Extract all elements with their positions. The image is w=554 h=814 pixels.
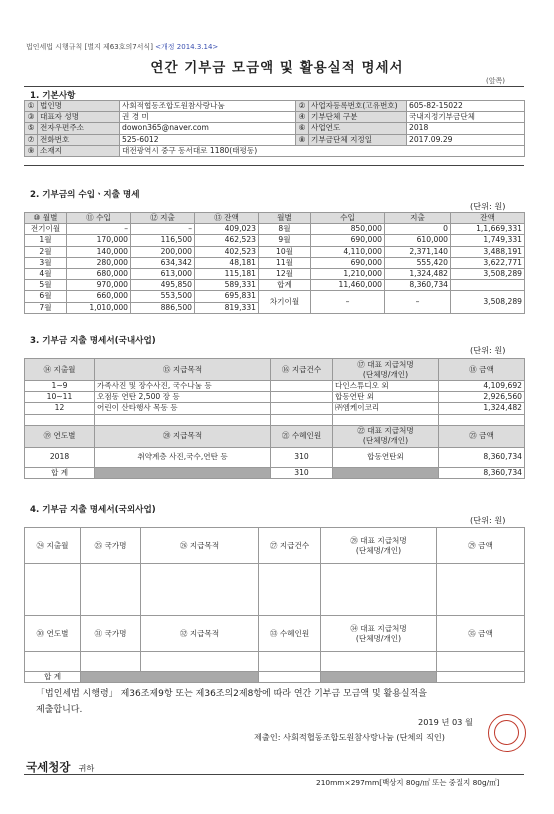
amount-cell: 1,324,482 [439,403,525,414]
official-seal-icon [488,714,526,752]
field-number: ② [296,101,309,112]
amount-cell: 402,523 [195,246,259,257]
month-row [25,257,525,268]
empty-cell [437,672,525,683]
section4-heading: 4. 기부금 지출 명세서(국외사업) [30,505,156,515]
empty-cell [81,564,141,616]
table-header-row [25,616,525,652]
amount-cell: 690,000 [311,257,385,268]
empty-cell [321,564,437,616]
field-number: ① [25,101,38,112]
statement-line-1: 「법인세법 시행령」 제36조제9항 또는 제36조의2제8항에 따라 연간 기부금 모금액 및 활용실적을 [36,689,427,699]
expense-row [25,403,525,414]
empty-cell [141,564,259,616]
column-header: 지출 [385,213,451,224]
month-cell: 1~9 [25,381,95,392]
field-value: 605-82-15022 [407,101,525,112]
address-value: 대전광역시 중구 동서대로 1180(태평동) [120,145,525,156]
field-value: 525-6012 [120,134,296,145]
amount-cell: 680,000 [67,268,131,279]
shaded-cell [333,467,439,478]
month-row [25,268,525,279]
amount-cell: 115,181 [195,268,259,279]
total-row [25,467,525,478]
header-line: ㉞ 대표 지급처명 [350,623,407,633]
amount-cell: 3,488,191 [451,246,525,257]
field-label: 소재지 [38,145,120,156]
table-header-row [25,425,525,447]
amount-cell: 462,523 [195,235,259,246]
amount-cell: 48,181 [195,257,259,268]
month-label: 8월 [259,224,311,235]
amount-cell: 610,000 [385,235,451,246]
field-label: 대표자 성명 [38,112,120,123]
column-header: ⑲ 연도별 [25,425,95,447]
amount-cell: 116,500 [131,235,195,246]
amount-cell: 8,360,734 [385,280,451,291]
paper-spec: 210mm×297mm[백상지 80g/㎡ 또는 중질지 80g/㎡] [316,778,500,787]
header-subline: (단체명/개인) [362,436,409,446]
column-header: ㉙ 금액 [437,528,525,564]
amount-cell: 553,500 [131,291,195,302]
amount-cell: 3,622,771 [451,257,525,268]
carry-expense: – [385,291,451,313]
info-row [25,112,525,123]
info-row [25,123,525,134]
submission-date: 2019 년 03 월 [418,717,473,727]
field-number: ⑦ [25,134,38,145]
recipient-name: 국세청장 [26,760,71,774]
column-header: ㉚ 연도별 [25,616,81,652]
shaded-cell [95,467,271,478]
amount-cell: 555,420 [385,257,451,268]
empty-cell [321,652,437,672]
amount-cell: 4,110,000 [311,246,385,257]
column-header [321,528,437,564]
month-label: 12월 [259,268,311,279]
empty-cell [95,414,271,425]
empty-cell [259,652,321,672]
empty-cell [25,414,95,425]
empty-cell [25,564,81,616]
column-header: ⑭ 지출월 [25,359,95,381]
section3-heading: 3. 기부금 지출 명세서(국내사업) [30,336,156,346]
column-header: ⑪ 수입 [67,213,131,224]
header-subline: (단체명/개인) [362,369,409,379]
header-line: ㉘ 대표 지급처명 [350,535,407,545]
amount-cell: 660,000 [67,291,131,302]
total-label: 합 계 [25,467,95,478]
footer-rule [24,774,524,775]
amount-cell: 4,109,692 [439,381,525,392]
column-header [333,359,439,381]
column-header: ⑱ 금액 [439,359,525,381]
field-label: 기부단체 구분 [309,112,407,123]
empty-cell [25,652,81,672]
month-row [25,224,525,235]
month-label: 11월 [259,257,311,268]
header-line: ⑰ 대표 지급처명 [357,359,414,369]
amount-cell: 8,360,734 [439,447,525,467]
payee-cell: 합동연탄외 [333,447,439,467]
top-rule [24,86,524,87]
amount-cell: 690,000 [311,235,385,246]
month-label: 7월 [25,302,67,313]
amount-cell [451,280,525,291]
amount-cell: 819,331 [195,302,259,313]
empty-row [25,652,525,672]
column-header: ⑳ 지급목적 [95,425,271,447]
empty-cell [259,564,321,616]
column-header: ⑩ 월별 [25,213,67,224]
amount-cell: 409,023 [195,224,259,235]
payee-cell: ㈜엠케이코리 [333,403,439,414]
amount-cell: 886,500 [131,302,195,313]
field-value: 2018 [407,123,525,134]
purpose-cell: 오점동 연탄 2,500 장 등 [95,392,271,403]
month-label: 5월 [25,280,67,291]
field-label: 전화번호 [38,134,120,145]
month-label: 2월 [25,246,67,257]
field-value: dowon365@naver.com [120,123,296,134]
column-header: ㉕ 국가명 [81,528,141,564]
section2-heading: 2. 기부금의 수입ㆍ지출 명세 [30,190,140,200]
column-header: ㉟ 금액 [437,616,525,652]
year-cell: 2018 [25,447,95,467]
column-header [333,425,439,447]
recipient [26,759,94,775]
overseas-expense-table [24,527,525,683]
column-header: 월별 [259,213,311,224]
amount-cell: 589,331 [195,280,259,291]
field-label: 사업자등록번호(고유번호) [309,101,407,112]
column-header: 수입 [311,213,385,224]
expense-row [25,392,525,403]
field-label: 기부금단체 지정일 [309,134,407,145]
section3-unit: (단위: 원) [470,345,506,355]
payee-cell: 합동연탄 외 [333,392,439,403]
column-header: ㉝ 수혜인원 [259,616,321,652]
column-header: ⑮ 지급목적 [95,359,271,381]
purpose-cell: 어린이 산타행사 목동 등 [95,403,271,414]
column-header: ㉓ 금액 [439,425,525,447]
amount-cell: 1,749,331 [451,235,525,246]
payee-cell: 다인스튜디오 외 [333,381,439,392]
field-number: ⑤ [25,123,38,134]
amount-cell: 170,000 [67,235,131,246]
amount-cell: 970,000 [67,280,131,291]
submitter: 제출인: 사회적협동조합도원참사랑나눔 (단체의 직인) [254,732,445,742]
shaded-cell [81,672,259,683]
empty-cell [271,414,333,425]
amount-cell: – [67,224,131,235]
month-cell: 10~11 [25,392,95,403]
field-value: 2017.09.29 [407,134,525,145]
field-number: ⑨ [25,145,38,156]
month-row [25,280,525,291]
column-header [321,616,437,652]
carry-income: – [311,291,385,313]
empty-cell [259,672,321,683]
empty-cell [81,652,141,672]
total-count: 310 [271,467,333,478]
month-label: 3월 [25,257,67,268]
section1-heading: 1. 기본사항 [30,91,76,101]
field-label: 사업연도 [309,123,407,134]
month-row [25,235,525,246]
amount-cell: 11,460,000 [311,280,385,291]
empty-cell [333,414,439,425]
section1-rule [24,165,524,166]
field-label: 법인명 [38,101,120,112]
total-amount: 8,360,734 [439,467,525,478]
amount-cell: – [131,224,195,235]
month-label: 1월 [25,235,67,246]
law-reference: 법인세법 시행규칙 [별지 제63호의7서식] [26,43,153,51]
month-label: 10월 [259,246,311,257]
address-row [25,145,525,156]
empty-cell [439,414,525,425]
field-label: 전자우편주소 [38,123,120,134]
month-label: 6월 [25,291,67,302]
yearly-row [25,447,525,467]
total-row [25,672,525,683]
field-number: ⑥ [296,123,309,134]
amount-cell: 695,831 [195,291,259,302]
amount-cell: 850,000 [311,224,385,235]
column-header: ㉑ 수혜인원 [271,425,333,447]
header-line: (단체명/개인) [355,545,402,555]
recipient-suffix: 귀하 [78,763,95,773]
field-number: ④ [296,112,309,123]
spacer-row [25,414,525,425]
expense-row [25,381,525,392]
beneficiary-cell: 310 [271,447,333,467]
amount-cell: 634,342 [131,257,195,268]
purpose-cell: 가족사진 및 장수사진, 국수나눔 등 [95,381,271,392]
basic-info-table [24,100,525,157]
header-law-ref [26,42,218,52]
empty-cell [141,652,259,672]
domestic-expense-table [24,358,525,479]
amount-cell: 1,010,000 [67,302,131,313]
field-value: 사회적협동조합도원참사랑나눔 [120,101,296,112]
amount-cell: 1,324,482 [385,268,451,279]
column-header: ㉔ 지출월 [25,528,81,564]
field-number: ③ [25,112,38,123]
month-label: 9월 [259,235,311,246]
count-cell [271,403,333,414]
table-header-row [25,359,525,381]
column-header: ㉖ 지급목적 [141,528,259,564]
empty-cell [437,564,525,616]
count-cell [271,392,333,403]
column-header: ㉗ 지급건수 [259,528,321,564]
section4-unit: (단위: 원) [470,515,506,525]
purpose-cell: 취약계층 사진,국수,연탄 등 [95,447,271,467]
page-title: 연간 기부금 모금액 및 활용실적 명세서 [150,60,404,76]
month-label: 합계 [259,280,311,291]
amount-cell: 613,000 [131,268,195,279]
column-header: ㉜ 지급목적 [141,616,259,652]
amount-cell: 0 [385,224,451,235]
amount-cell: 140,000 [67,246,131,257]
header-line: (단체명/개인) [355,633,402,643]
month-label: 4월 [25,268,67,279]
field-value: 권 경 미 [120,112,296,123]
carry-balance: 3,508,289 [451,291,525,313]
month-row [25,246,525,257]
info-row [25,134,525,145]
column-header: ㉛ 국가명 [81,616,141,652]
empty-row [25,564,525,616]
table-header-row [25,213,525,224]
amount-cell: 280,000 [67,257,131,268]
inner-seal-ring [494,720,519,745]
header-line: ㉒ 대표 지급처명 [357,426,414,436]
shaded-cell [321,672,437,683]
month-row [25,291,525,302]
month-cell: 12 [25,403,95,414]
column-header: ⑬ 잔액 [195,213,259,224]
revision-note: <개정 2014.3.14> [155,43,219,51]
empty-cell [437,652,525,672]
income-expense-table [24,212,525,314]
amount-cell: 495,850 [131,280,195,291]
month-label: 전기이월 [25,224,67,235]
amount-cell: 2,926,560 [439,392,525,403]
amount-cell: 2,371,140 [385,246,451,257]
amount-cell: 1,1,669,331 [451,224,525,235]
field-value: 국내지정기부금단체 [407,112,525,123]
carry-label: 차기이월 [259,291,311,313]
amount-cell: 1,210,000 [311,268,385,279]
column-header: ⑯ 지급건수 [271,359,333,381]
column-header: ⑫ 지출 [131,213,195,224]
section2-unit: (단위: 원) [470,201,506,211]
info-row [25,101,525,112]
amount-cell: 200,000 [131,246,195,257]
total-label: 합 계 [25,672,81,683]
side-note: (앞쪽) [486,77,505,85]
table-header-row [25,528,525,564]
amount-cell: 3,508,289 [451,268,525,279]
field-number: ⑧ [296,134,309,145]
statement-line-2: 제출합니다. [36,705,83,715]
column-header: 잔액 [451,213,525,224]
count-cell [271,381,333,392]
